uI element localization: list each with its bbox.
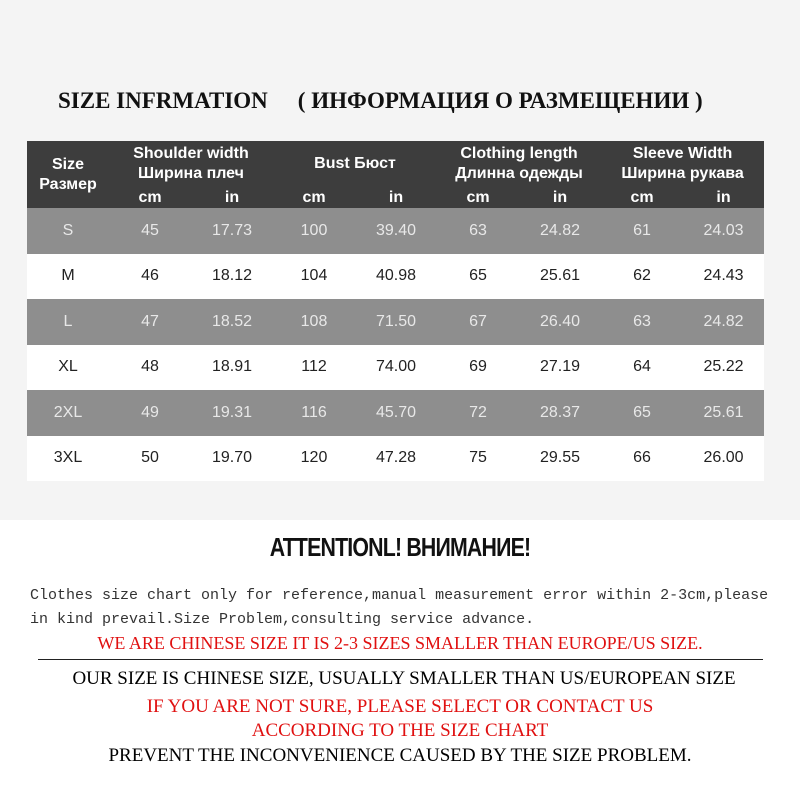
measurement-cell: 67 (437, 299, 519, 345)
measurement-cell: 69 (437, 345, 519, 391)
measurement-cell: 71.50 (355, 299, 437, 345)
unit-row (27, 187, 764, 208)
table-row (27, 254, 764, 300)
measurement-cell: 100 (273, 208, 355, 254)
unit-cell: cm (437, 187, 519, 208)
measurement-cell: 64 (601, 345, 683, 391)
measurement-cell: 62 (601, 254, 683, 300)
header-size-ru: Размер (39, 175, 97, 193)
header-sleeve-ru: Ширина рукава (621, 165, 744, 182)
page-title (58, 84, 703, 118)
measurement-cell: 74.00 (355, 345, 437, 391)
unit-cell: in (191, 187, 273, 208)
measurement-cell: 29.55 (519, 436, 601, 482)
table-row (27, 345, 764, 391)
measurement-cell: 24.82 (519, 208, 601, 254)
unit-cell: cm (109, 187, 191, 208)
size-table (27, 141, 764, 481)
measurement-cell: 50 (109, 436, 191, 482)
contact-notice: IF YOU ARE NOT SURE, PLEASE SELECT OR CONTACT US (146, 696, 654, 717)
header-sleeve-en: Sleeve Width (632, 145, 733, 162)
measurement-cell: 25.61 (683, 390, 764, 436)
size-cell: 2XL (27, 390, 109, 436)
size-cell: M (27, 254, 109, 300)
measurement-cell: 25.61 (519, 254, 601, 300)
header-size (27, 141, 109, 208)
measurement-cell: 18.52 (191, 299, 273, 345)
table-row (27, 436, 764, 482)
measurement-cell: 39.40 (355, 208, 437, 254)
measurement-cell: 17.73 (191, 208, 273, 254)
measurement-cell: 27.19 (519, 345, 601, 391)
measurement-cell: 26.00 (683, 436, 764, 482)
measurement-cell: 63 (601, 299, 683, 345)
measurement-cell: 72 (437, 390, 519, 436)
measurement-cell: 63 (437, 208, 519, 254)
unit-cell: in (355, 187, 437, 208)
measurement-cell: 18.12 (191, 254, 273, 300)
header-bust-en: Bust Бюст (314, 155, 396, 172)
disclaimer-note: Clothes size chart only for reference,manual measurement error within 2-3cm,please in kind prevail.Size Problem,consulting service advance. (30, 587, 769, 628)
measurement-cell: 47 (109, 299, 191, 345)
measurement-cell: 46 (109, 254, 191, 300)
table-row (27, 208, 764, 254)
unit-cell: cm (601, 187, 683, 208)
header-shoulder-ru: Ширина плеч (138, 165, 244, 182)
size-cell: S (27, 208, 109, 254)
size-cell: 3XL (27, 436, 109, 482)
measurement-cell: 65 (437, 254, 519, 300)
measurement-cell: 75 (437, 436, 519, 482)
unit-cell: cm (273, 187, 355, 208)
header-sleeve-width (601, 141, 764, 187)
measurement-cell: 104 (273, 254, 355, 300)
divider (38, 659, 763, 660)
table-row (27, 299, 764, 345)
measurement-cell: 112 (273, 345, 355, 391)
measurement-cell: 24.82 (683, 299, 764, 345)
measurement-cell: 25.22 (683, 345, 764, 391)
measurement-cell: 47.28 (355, 436, 437, 482)
measurement-cell: 24.43 (683, 254, 764, 300)
measurement-cell: 26.40 (519, 299, 601, 345)
size-cell: L (27, 299, 109, 345)
header-length-en: Clothing length (460, 145, 578, 162)
header-row (27, 141, 764, 187)
measurement-cell: 24.03 (683, 208, 764, 254)
measurement-cell: 28.37 (519, 390, 601, 436)
table-body (27, 208, 764, 481)
measurement-cell: 66 (601, 436, 683, 482)
measurement-cell: 18.91 (191, 345, 273, 391)
unit-cell: in (519, 187, 601, 208)
header-bust (273, 141, 437, 187)
measurement-cell: 108 (273, 299, 355, 345)
header-size-en: Size (51, 155, 84, 173)
measurement-cell: 19.31 (191, 390, 273, 436)
header-shoulder-width (109, 141, 273, 187)
inconvenience-notice: PREVENT THE INCONVENIENCE CAUSED BY THE SIZE PROBLEM. (108, 745, 692, 766)
attention-heading: ATTENTIONL! ВНИМАНИЕ! (269, 532, 531, 562)
measurement-cell: 19.70 (191, 436, 273, 482)
measurement-cell: 48 (109, 345, 191, 391)
size-chart-notice: ACCORDING TO THE SIZE CHART (251, 720, 549, 741)
measurement-cell: 45 (109, 208, 191, 254)
measurement-cell: 65 (601, 390, 683, 436)
measurement-cell: 61 (601, 208, 683, 254)
title-russian: ( ИНФОРМАЦИЯ О РАЗМЕЩЕНИИ ) (297, 88, 703, 113)
measurement-cell: 40.98 (355, 254, 437, 300)
header-shoulder-en: Shoulder width (133, 145, 249, 162)
unit-cell: in (683, 187, 764, 208)
table-row (27, 390, 764, 436)
size-cell: XL (27, 345, 109, 391)
table-header (27, 141, 764, 208)
measurement-cell: 45.70 (355, 390, 437, 436)
chinese-size-notice: OUR SIZE IS CHINESE SIZE, USUALLY SMALLER THAN US/EUROPEAN SIZE (72, 668, 736, 689)
measurement-cell: 120 (273, 436, 355, 482)
header-clothing-length (437, 141, 601, 187)
header-length-ru: Длинна одежды (455, 165, 583, 182)
measurement-cell: 49 (109, 390, 191, 436)
size-warning: WE ARE CHINESE SIZE IT IS 2-3 SIZES SMALLER THAN EUROPE/US SIZE. (97, 633, 703, 653)
title-english: SIZE INFRMATION (58, 88, 268, 113)
measurement-cell: 116 (273, 390, 355, 436)
